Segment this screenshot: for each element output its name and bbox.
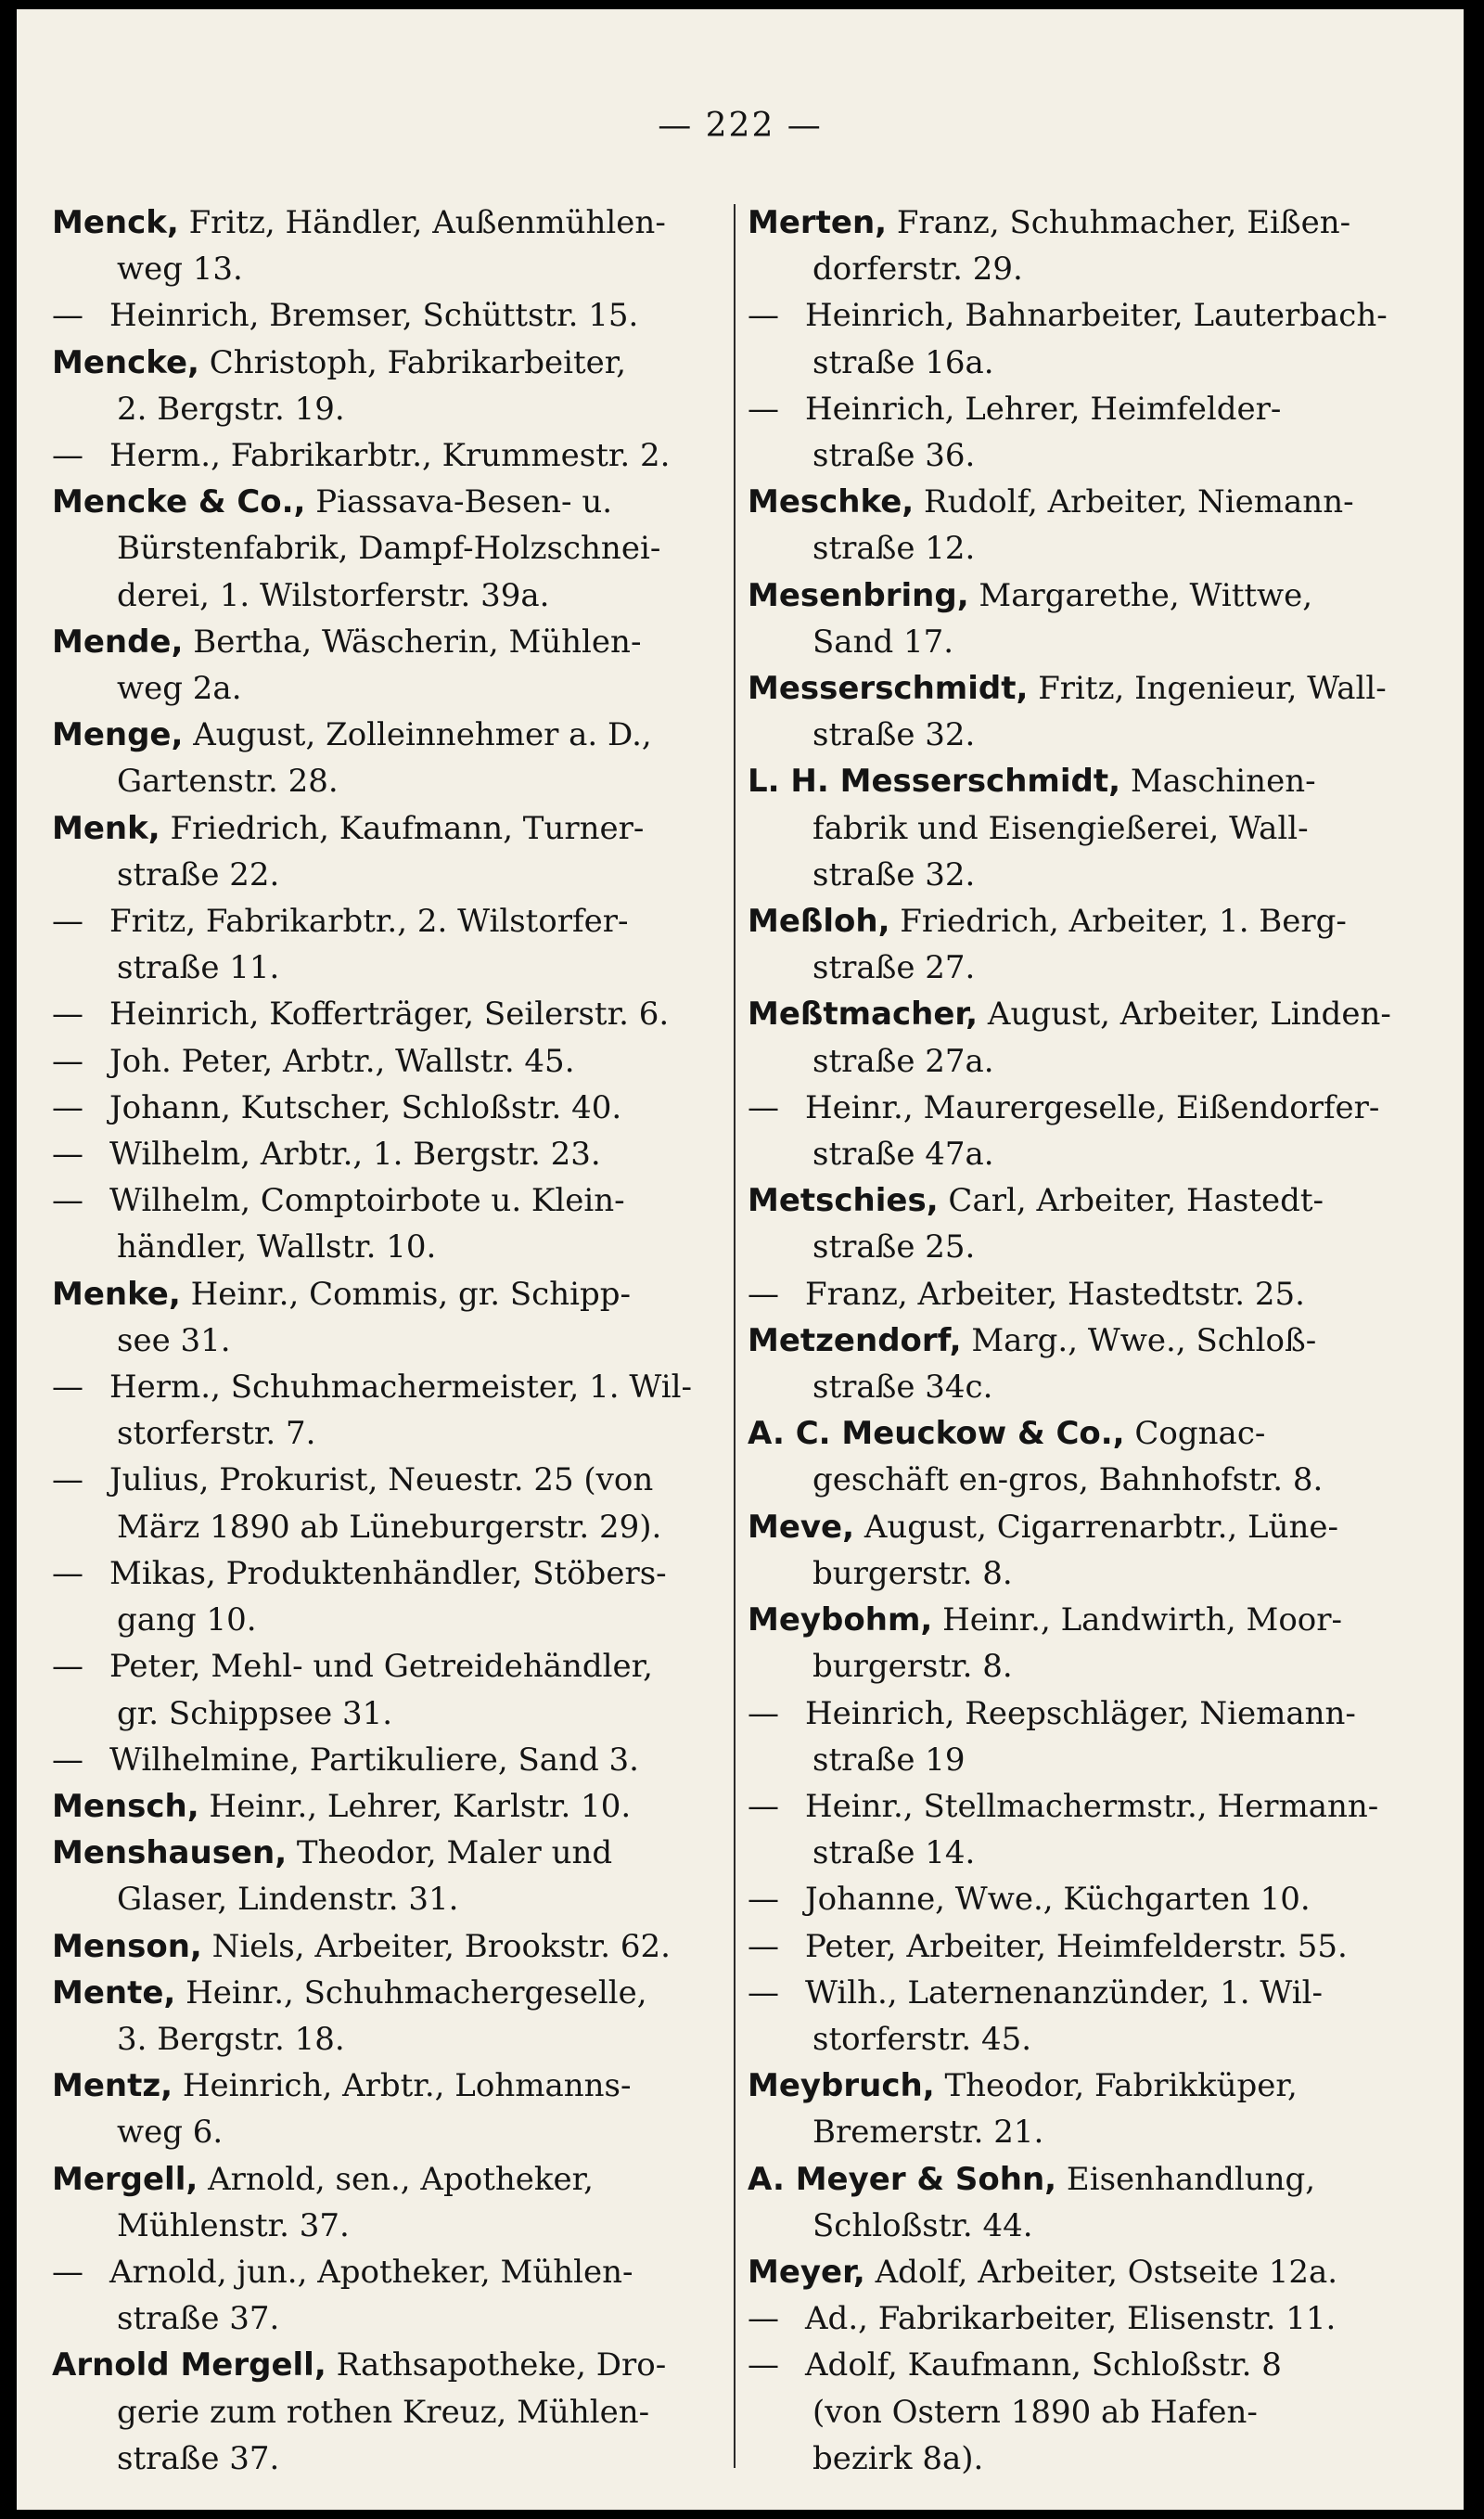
entry-text: August, Zolleinnehmer a. D., xyxy=(183,716,652,754)
entry-line xyxy=(748,2295,1414,2342)
entry-line xyxy=(748,1317,1414,1364)
entry-line xyxy=(52,432,718,479)
entry-continuation: straße 11. xyxy=(117,949,280,987)
entry-continuation: see 31. xyxy=(117,1321,231,1359)
entry-line xyxy=(52,1177,718,1224)
ditto-dash: — xyxy=(748,1927,779,1965)
entry-text: Mikas, Produktenhändler, Stöbers- xyxy=(109,1554,667,1592)
entry-text: Bertha, Wäscherin, Mühlen- xyxy=(183,623,642,661)
entry-continuation: storferstr. 45. xyxy=(812,2020,1032,2058)
entry-line xyxy=(52,1364,718,1410)
directory-entry xyxy=(52,2249,718,2342)
entry-name: Mesenbring, xyxy=(748,576,969,614)
entry-text: Heinr., Landwirth, Moor- xyxy=(932,1601,1343,1639)
directory-entry xyxy=(52,1364,718,1457)
entry-continuation: storferstr. 7. xyxy=(117,1415,316,1453)
entry-line xyxy=(748,572,1414,619)
entry-text: Wilhelmine, Partikuliere, Sand 3. xyxy=(109,1741,639,1779)
entry-continuation: Schloßstr. 44. xyxy=(812,2206,1033,2244)
entry-text: August, Arbeiter, Linden- xyxy=(978,996,1391,1034)
directory-entry xyxy=(52,1038,718,1085)
entry-name: Mencke & Co., xyxy=(52,483,306,521)
directory-entry xyxy=(748,479,1414,572)
entry-text: Franz, Arbeiter, Hastedtstr. 25. xyxy=(805,1275,1305,1313)
ditto-dash: — xyxy=(748,1973,779,2011)
entry-line xyxy=(748,1177,1414,1224)
ditto-dash: — xyxy=(52,1042,83,1080)
entry-line xyxy=(52,2342,718,2388)
entry-continuation: burgerstr. 8. xyxy=(812,1554,1013,1592)
entry-line xyxy=(748,758,1414,804)
entry-continuation: straße 19 xyxy=(812,1741,966,1779)
entry-text: Peter, Mehl- und Getreidehändler, xyxy=(109,1648,653,1686)
entry-name: Menk, xyxy=(52,809,160,847)
entry-line xyxy=(52,1643,718,1690)
entry-name: Mente, xyxy=(52,1973,176,2011)
entry-line xyxy=(748,2063,1414,2109)
directory-entry xyxy=(52,2156,718,2249)
directory-entry xyxy=(52,898,718,991)
left-column xyxy=(52,199,718,2482)
directory-entry xyxy=(52,1550,718,1643)
ditto-dash: — xyxy=(52,1741,83,1779)
entry-line xyxy=(52,712,718,758)
entry-text: Friedrich, Arbeiter, 1. Berg- xyxy=(889,903,1347,941)
entry-text: August, Cigarrenarbtr., Lüne- xyxy=(854,1508,1339,1546)
directory-entry xyxy=(748,2249,1414,2295)
ditto-dash: — xyxy=(52,437,83,475)
column-divider xyxy=(734,204,736,2468)
ditto-dash: — xyxy=(748,1694,779,1732)
entry-name: Metschies, xyxy=(748,1182,939,1220)
entry-continuation: weg 6. xyxy=(117,2114,224,2152)
directory-entry xyxy=(748,2156,1414,2249)
entry-continuation: Sand 17. xyxy=(812,623,954,661)
entry-name: Meve, xyxy=(748,1508,855,1546)
entry-line xyxy=(52,1457,718,1503)
directory-entry xyxy=(52,2342,718,2482)
entry-line xyxy=(748,665,1414,712)
entry-line xyxy=(748,1504,1414,1550)
entry-continuation: Glaser, Lindenstr. 31. xyxy=(117,1881,459,1919)
entry-name: Meßtmacher, xyxy=(748,996,979,1034)
entry-text: Friedrich, Kaufmann, Turner- xyxy=(160,809,645,847)
entry-text: Herm., Schuhmachermeister, 1. Wil- xyxy=(109,1369,692,1407)
directory-entry xyxy=(748,572,1414,665)
entry-line xyxy=(52,898,718,945)
entry-line xyxy=(52,1830,718,1876)
entry-text: Heinrich, Reepschläger, Niemann- xyxy=(805,1694,1356,1732)
entry-line xyxy=(52,199,718,246)
entry-text: Heinr., Maurergeselle, Eißendorfer- xyxy=(805,1088,1380,1126)
directory-entry xyxy=(748,2295,1414,2342)
entry-continuation: (von Ostern 1890 ab Hafen- xyxy=(812,2393,1258,2431)
entry-text: Heinr., Schuhmachergeselle, xyxy=(175,1973,647,2011)
entry-continuation: weg 2a. xyxy=(117,670,242,708)
entry-name: Menshausen, xyxy=(52,1834,288,1872)
entry-text: Wilhelm, Arbtr., 1. Bergstr. 23. xyxy=(109,1136,601,1174)
ditto-dash: — xyxy=(52,1136,83,1174)
entry-line xyxy=(52,619,718,665)
directory-entry xyxy=(52,1783,718,1830)
entry-continuation: Bürstenfabrik, Dampf-Holzschnei- xyxy=(117,530,661,568)
entry-continuation: weg 13. xyxy=(117,251,243,289)
entry-continuation: 2. Bergstr. 19. xyxy=(117,390,345,428)
entry-text: Heinr., Lehrer, Karlstr. 10. xyxy=(198,1787,632,1825)
entry-line xyxy=(748,199,1414,246)
directory-entry xyxy=(52,199,718,292)
page-number: — 222 — xyxy=(658,107,823,145)
entry-text: Theodor, Maler und xyxy=(287,1834,613,1872)
directory-entry xyxy=(52,1643,718,1736)
entry-text: Heinr., Commis, gr. Schipp- xyxy=(180,1275,631,1313)
entry-continuation: Bremerstr. 21. xyxy=(812,2114,1044,2152)
right-column xyxy=(748,199,1414,2482)
entry-continuation: gr. Schippsee 31. xyxy=(117,1694,393,1732)
entry-text: Heinrich, Kofferträger, Seilerstr. 6. xyxy=(109,996,670,1034)
directory-entry xyxy=(52,1830,718,1922)
directory-entry xyxy=(52,1177,718,1270)
entry-text: Johann, Kutscher, Schloßstr. 40. xyxy=(109,1088,622,1126)
entry-text: Cognac- xyxy=(1124,1415,1266,1453)
entry-line xyxy=(52,1271,718,1317)
entry-text: Franz, Schuhmacher, Eißen- xyxy=(887,204,1351,241)
entry-line xyxy=(748,1970,1414,2016)
directory-entry xyxy=(52,479,718,619)
entry-text: Johanne, Wwe., Küchgarten 10. xyxy=(805,1881,1311,1919)
entry-continuation: straße 37. xyxy=(117,2300,280,2338)
ditto-dash: — xyxy=(52,2253,83,2291)
directory-entry xyxy=(748,1177,1414,1270)
entry-name: Mentz, xyxy=(52,2067,173,2105)
ditto-dash: — xyxy=(52,297,83,335)
entry-name: Mencke, xyxy=(52,343,199,381)
entry-continuation: straße 37. xyxy=(117,2439,280,2477)
entry-continuation: straße 27a. xyxy=(812,1042,994,1080)
entry-text: Niels, Arbeiter, Brookstr. 62. xyxy=(201,1927,671,1965)
entry-text: Heinr., Stellmachermstr., Hermann- xyxy=(805,1787,1379,1825)
entry-text: Maschinen- xyxy=(1120,763,1316,801)
entry-text: Arnold, sen., Apotheker, xyxy=(198,2160,594,2198)
entry-name: L. H. Messerschmidt, xyxy=(748,763,1121,801)
entry-text: Wilh., Laternenanzünder, 1. Wil- xyxy=(805,1973,1323,2011)
entry-line xyxy=(52,1038,718,1085)
entry-text: Piassava-Besen- u. xyxy=(305,483,613,521)
entry-line xyxy=(748,1876,1414,1922)
entry-text: Heinrich, Bahnarbeiter, Lauterbach- xyxy=(805,297,1388,335)
directory-entry xyxy=(748,292,1414,385)
entry-text: Julius, Prokurist, Neuestr. 25 (von xyxy=(109,1461,654,1499)
entry-text: Fritz, Ingenieur, Wall- xyxy=(1028,670,1387,708)
ditto-dash: — xyxy=(748,1088,779,1126)
directory-entry xyxy=(52,1457,718,1549)
entry-line xyxy=(52,340,718,386)
directory-entry xyxy=(52,1923,718,1970)
entry-line xyxy=(748,1690,1414,1737)
entry-text: Carl, Arbeiter, Hastedt- xyxy=(938,1182,1324,1220)
entry-text: Heinrich, Lehrer, Heimfelder- xyxy=(805,390,1282,428)
ditto-dash: — xyxy=(52,903,83,941)
entry-text: Arnold, jun., Apotheker, Mühlen- xyxy=(109,2253,633,2291)
entry-line xyxy=(52,2249,718,2295)
entry-continuation: burgerstr. 8. xyxy=(812,1648,1013,1686)
entry-continuation: straße 22. xyxy=(117,855,280,893)
entry-text: Margarethe, Wittwe, xyxy=(968,576,1313,614)
entry-line xyxy=(52,1085,718,1131)
directory-entry xyxy=(748,1876,1414,1922)
entry-text: Heinrich, Bremser, Schüttstr. 15. xyxy=(109,297,639,335)
entry-line xyxy=(748,292,1414,339)
directory-entry xyxy=(52,2063,718,2155)
entry-line xyxy=(52,1737,718,1783)
entry-line xyxy=(748,2156,1414,2203)
entry-name: Merten, xyxy=(748,204,888,241)
directory-entry xyxy=(748,2063,1414,2155)
ditto-dash: — xyxy=(748,2346,779,2384)
directory-entry xyxy=(52,432,718,479)
ditto-dash: — xyxy=(52,996,83,1034)
entry-line xyxy=(748,1410,1414,1457)
entry-continuation: 3. Bergstr. 18. xyxy=(117,2020,345,2058)
directory-entry xyxy=(748,199,1414,292)
entry-line xyxy=(748,2249,1414,2295)
entry-name: Menck, xyxy=(52,204,179,241)
directory-entry xyxy=(748,1271,1414,1317)
entry-text: Wilhelm, Comptoirbote u. Klein- xyxy=(109,1182,625,1220)
ditto-dash: — xyxy=(52,1648,83,1686)
entry-continuation: straße 34c. xyxy=(812,1369,993,1407)
entry-continuation: fabrik und Eisengießerei, Wall- xyxy=(812,809,1309,847)
directory-page xyxy=(17,9,1464,2510)
entry-text: Adolf, Kaufmann, Schloßstr. 8 xyxy=(805,2346,1282,2384)
entry-text: Fritz, Fabrikarbtr., 2. Wilstorfer- xyxy=(109,903,629,941)
entry-text: Rathsapotheke, Dro- xyxy=(326,2346,667,2384)
entry-continuation: straße 32. xyxy=(812,716,976,754)
directory-entry xyxy=(748,1783,1414,1876)
entry-name: Meßloh, xyxy=(748,903,890,941)
entry-line xyxy=(748,991,1414,1037)
ditto-dash: — xyxy=(52,1554,83,1592)
entry-line xyxy=(748,1783,1414,1830)
entry-continuation: händler, Wallstr. 10. xyxy=(117,1228,437,1266)
entry-line xyxy=(748,1271,1414,1317)
entry-name: Mende, xyxy=(52,623,184,661)
entry-line xyxy=(748,2342,1414,2388)
entry-line xyxy=(748,386,1414,432)
entry-line xyxy=(748,479,1414,525)
entry-continuation: straße 12. xyxy=(812,530,976,568)
directory-entry xyxy=(52,991,718,1037)
directory-entry xyxy=(748,1970,1414,2063)
entry-line xyxy=(52,1923,718,1970)
entry-continuation: straße 47a. xyxy=(812,1136,994,1174)
entry-name: A. C. Meuckow & Co., xyxy=(748,1415,1125,1453)
ditto-dash: — xyxy=(52,1088,83,1126)
entry-line xyxy=(748,898,1414,945)
directory-entry xyxy=(748,1504,1414,1597)
entry-line xyxy=(52,1783,718,1830)
entry-continuation: März 1890 ab Lüneburgerstr. 29). xyxy=(117,1508,662,1546)
entry-name: Metzendorf, xyxy=(748,1321,962,1359)
entry-continuation: straße 14. xyxy=(812,1834,976,1872)
entry-name: Menson, xyxy=(52,1927,202,1965)
entry-name: Meybohm, xyxy=(748,1601,933,1639)
directory-entry xyxy=(748,758,1414,898)
entry-name: Menge, xyxy=(52,716,184,754)
entry-name: Mergell, xyxy=(52,2160,198,2198)
directory-entry xyxy=(52,1970,718,2063)
entry-name: Arnold Mergell, xyxy=(52,2346,326,2384)
directory-entry xyxy=(52,1085,718,1131)
entry-continuation: straße 32. xyxy=(812,855,976,893)
directory-entry xyxy=(748,898,1414,991)
directory-entry xyxy=(52,619,718,712)
directory-entry xyxy=(748,1597,1414,1690)
entry-text: Peter, Arbeiter, Heimfelderstr. 55. xyxy=(805,1927,1348,1965)
entry-text: Adolf, Arbeiter, Ostseite 12a. xyxy=(864,2253,1338,2291)
directory-entry xyxy=(748,1690,1414,1783)
entry-line xyxy=(52,2156,718,2203)
entry-continuation: straße 36. xyxy=(812,437,976,475)
ditto-dash: — xyxy=(52,1461,83,1499)
entry-name: A. Meyer & Sohn, xyxy=(748,2160,1057,2198)
entry-line xyxy=(748,1085,1414,1131)
directory-entry xyxy=(52,1737,718,1783)
entry-continuation: dorferstr. 29. xyxy=(812,251,1023,289)
ditto-dash: — xyxy=(748,2300,779,2338)
entry-text: Ad., Fabrikarbeiter, Elisenstr. 11. xyxy=(805,2300,1337,2338)
entry-line xyxy=(52,1550,718,1597)
entry-text: Rudolf, Arbeiter, Niemann- xyxy=(914,483,1354,521)
entry-line xyxy=(748,1923,1414,1970)
directory-entry xyxy=(748,386,1414,479)
entry-text: Joh. Peter, Arbtr., Wallstr. 45. xyxy=(109,1042,575,1080)
directory-entry xyxy=(748,1317,1414,1410)
entry-name: Meschke, xyxy=(748,483,915,521)
entry-continuation: straße 27. xyxy=(812,949,976,987)
entry-name: Messerschmidt, xyxy=(748,670,1029,708)
directory-entry xyxy=(52,805,718,898)
entry-continuation: gang 10. xyxy=(117,1601,257,1639)
entry-name: Meyer, xyxy=(748,2253,865,2291)
ditto-dash: — xyxy=(748,390,779,428)
entry-continuation: Mühlenstr. 37. xyxy=(117,2206,350,2244)
entry-continuation: straße 16a. xyxy=(812,343,994,381)
entry-line xyxy=(52,1131,718,1177)
entry-text: Herm., Fabrikarbtr., Krummestr. 2. xyxy=(109,437,671,475)
entry-text: Christoph, Fabrikarbeiter, xyxy=(198,343,627,381)
directory-entry xyxy=(748,2342,1414,2482)
entry-name: Mensch, xyxy=(52,1787,199,1825)
ditto-dash: — xyxy=(748,1275,779,1313)
entry-continuation: derei, 1. Wilstorferstr. 39a. xyxy=(117,576,550,614)
ditto-dash: — xyxy=(52,1182,83,1220)
directory-entry xyxy=(748,1923,1414,1970)
entry-line xyxy=(52,805,718,852)
entry-line xyxy=(52,479,718,525)
directory-entry xyxy=(52,1131,718,1177)
entry-line xyxy=(52,991,718,1037)
directory-entry xyxy=(748,1085,1414,1177)
entry-continuation: bezirk 8a). xyxy=(812,2439,984,2477)
directory-entry xyxy=(748,991,1414,1084)
entry-name: Meybruch, xyxy=(748,2067,935,2105)
entry-line xyxy=(52,2063,718,2109)
entry-text: Fritz, Händler, Außenmühlen- xyxy=(178,204,666,241)
entry-text: Theodor, Fabrikküper, xyxy=(934,2067,1298,2105)
ditto-dash: — xyxy=(748,1787,779,1825)
entry-text: Marg., Wwe., Schloß- xyxy=(961,1321,1317,1359)
entry-line xyxy=(52,1970,718,2016)
entry-line xyxy=(748,1597,1414,1643)
entry-text: Eisenhandlung, xyxy=(1056,2160,1316,2198)
directory-entry xyxy=(52,340,718,432)
ditto-dash: — xyxy=(748,297,779,335)
entry-continuation: gerie zum rothen Kreuz, Mühlen- xyxy=(117,2393,650,2431)
ditto-dash: — xyxy=(748,1881,779,1919)
directory-entry xyxy=(748,665,1414,758)
entry-text: Heinrich, Arbtr., Lohmanns- xyxy=(173,2067,632,2105)
entry-continuation: straße 25. xyxy=(812,1228,976,1266)
directory-entry xyxy=(52,1271,718,1364)
entry-line xyxy=(52,292,718,339)
entry-continuation: geschäft en-gros, Bahnhofstr. 8. xyxy=(812,1461,1324,1499)
entry-continuation: Gartenstr. 28. xyxy=(117,763,339,801)
directory-entry xyxy=(52,292,718,339)
entry-name: Menke, xyxy=(52,1275,181,1313)
directory-entry xyxy=(52,712,718,804)
ditto-dash: — xyxy=(52,1369,83,1407)
directory-entry xyxy=(748,1410,1414,1503)
